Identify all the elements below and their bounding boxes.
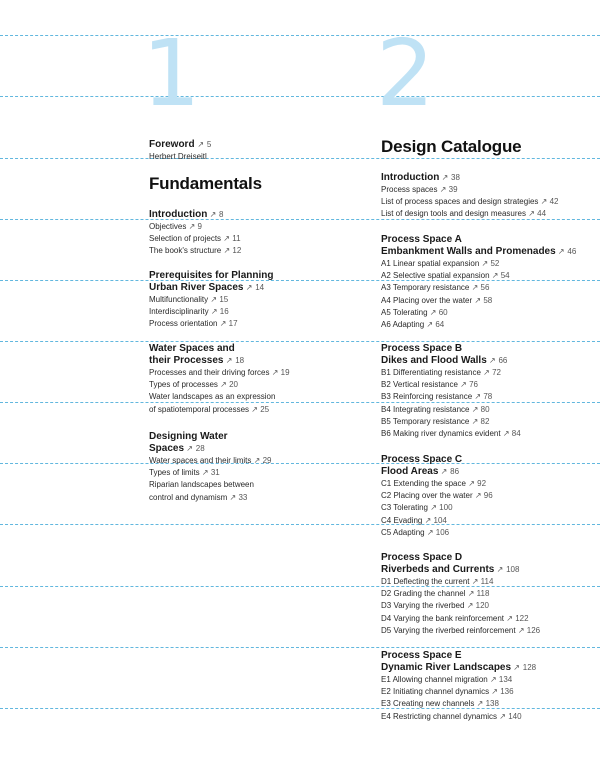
- arrow-icon: ↗: [429, 307, 437, 317]
- page-number: 138: [485, 699, 499, 709]
- toc-item-text: Water spaces and their limits: [149, 456, 252, 465]
- page-number: 122: [515, 613, 529, 623]
- toc-item[interactable]: [149, 404, 349, 416]
- toc-item-text: C5 Adapting: [381, 527, 425, 537]
- toc-item-text: A2 Selective spatial expansion: [381, 271, 490, 281]
- toc-item-text: Selection of projects: [149, 234, 222, 244]
- arrow-icon: ↗: [502, 429, 510, 439]
- section-title[interactable]: [381, 466, 596, 478]
- arrow-icon: ↗: [229, 492, 237, 502]
- guide-line: [0, 158, 600, 159]
- toc-item-text: Water landscapes as an expression: [149, 392, 276, 402]
- toc-item[interactable]: [381, 379, 596, 391]
- section-title-text: Flood Areas: [381, 466, 439, 477]
- page-number: 136: [500, 687, 514, 697]
- toc-item-text: C3 Tolerating: [381, 503, 428, 513]
- toc-item-text: D4 Varying the bank reinforcement: [381, 613, 505, 623]
- toc-item-text: A3 Temporary resistance: [381, 283, 470, 293]
- toc-item-text: B1 Differentiating resistance: [381, 368, 481, 377]
- arrow-icon: ↗: [506, 613, 513, 623]
- toc-item[interactable]: [149, 294, 349, 306]
- section-title[interactable]: [149, 282, 349, 294]
- toc-item[interactable]: [381, 428, 596, 440]
- arrow-icon: ↗: [223, 246, 231, 256]
- arrow-icon: ↗: [540, 197, 548, 207]
- arrow-icon: ↗: [489, 675, 497, 684]
- arrow-icon: ↗: [489, 356, 496, 365]
- section-title-text: Water Spaces and: [149, 343, 235, 354]
- toc-item[interactable]: [381, 698, 596, 710]
- section-title-text: Process Space A: [381, 234, 462, 245]
- toc-item-text: Multifunctionality: [149, 295, 209, 304]
- section-title-text: Urban River Spaces: [149, 282, 244, 293]
- arrow-icon: ↗: [210, 295, 218, 304]
- toc-item-text: A1 Linear spatial expansion: [381, 259, 480, 268]
- toc-item[interactable]: [381, 307, 596, 319]
- section-title-text: Dynamic River Landscapes: [381, 662, 512, 673]
- page-number: 104: [433, 515, 447, 525]
- toc-item[interactable]: [381, 502, 596, 514]
- section-title[interactable]: [149, 209, 349, 221]
- toc-item-text: Types of limits: [149, 468, 200, 478]
- arrow-icon: ↗: [460, 380, 467, 390]
- toc-item[interactable]: [149, 479, 349, 491]
- arrow-icon: ↗: [499, 711, 506, 721]
- page-number: 106: [435, 527, 450, 537]
- toc-item-text: C2 Placing over the water: [381, 491, 473, 501]
- toc-item-text: B3 Reinforcing resistance: [381, 392, 473, 402]
- toc-item-text: List of process spaces and design strategies: [381, 197, 539, 207]
- toc-item[interactable]: [149, 379, 349, 391]
- toc-item-text: D5 Varying the riverbed reinforcement: [381, 625, 516, 635]
- toc-item-text: D2 Grading the channel: [381, 589, 466, 599]
- page-number: 15: [219, 295, 229, 304]
- arrow-icon: ↗: [513, 663, 520, 672]
- arrow-icon: ↗: [251, 404, 258, 414]
- page-number: 80: [480, 404, 490, 414]
- page-number: 46: [567, 247, 577, 256]
- toc-item[interactable]: [381, 258, 596, 270]
- toc-item-text: A4 Placing over the water: [381, 295, 473, 305]
- arrow-icon: ↗: [481, 259, 489, 268]
- toc-item-text: Process orientation: [149, 319, 218, 329]
- section-title-text: Riverbeds and Currents: [381, 564, 495, 575]
- arrow-icon: ↗: [271, 368, 279, 377]
- section-title-text: their Processes: [149, 355, 224, 366]
- page-number: 56: [480, 283, 490, 293]
- toc-item-text: List of design tools and design measures: [381, 209, 526, 219]
- page-number: 33: [238, 492, 248, 502]
- arrow-icon: ↗: [474, 491, 482, 501]
- toc-item-text: Types of processes: [149, 380, 218, 390]
- page-number: 96: [483, 491, 493, 501]
- section-title[interactable]: [381, 650, 596, 662]
- page-number: 16: [219, 307, 229, 317]
- toc-item-text: B4 Integrating resistance: [381, 404, 470, 414]
- arrow-icon: ↗: [471, 283, 479, 293]
- guide-line: [0, 35, 600, 36]
- toc-item-text: Objectives: [149, 222, 187, 231]
- section-title-text: Dikes and Flood Walls: [381, 355, 487, 366]
- section-title-text: Process Space E: [381, 650, 462, 661]
- page-number: 14: [255, 283, 265, 292]
- page-number: 38: [451, 173, 460, 182]
- arrow-icon: ↗: [496, 565, 504, 574]
- toc-item-text: D1 Deflecting the current: [381, 577, 470, 586]
- arrow-icon: ↗: [441, 173, 449, 182]
- toc-item[interactable]: [149, 233, 349, 245]
- section-title-text: Process Space D: [381, 552, 463, 563]
- section-title-text: Introduction: [149, 209, 208, 220]
- page-number: 92: [477, 479, 487, 488]
- toc-item-text: of spatiotemporal processes: [149, 404, 250, 414]
- section-title[interactable]: [381, 172, 596, 184]
- arrow-icon: ↗: [424, 515, 432, 525]
- toc-item-text: E1 Allowing channel migration: [381, 675, 488, 684]
- arrow-icon: ↗: [219, 319, 227, 329]
- section-title[interactable]: [381, 552, 596, 564]
- page-number: 44: [537, 209, 547, 219]
- part-number-1: 1: [142, 20, 201, 127]
- arrow-icon: ↗: [426, 527, 434, 537]
- page-number: 58: [483, 295, 493, 305]
- arrow-icon: ↗: [197, 140, 205, 149]
- guide-line: [0, 96, 600, 97]
- page-number: 29: [262, 456, 272, 465]
- toc-item-text: E4 Restricting channel dynamics: [381, 711, 498, 721]
- toc-item[interactable]: [149, 306, 349, 318]
- page-number: 19: [280, 368, 290, 377]
- toc-item[interactable]: [381, 576, 596, 588]
- part-number-2: 2: [376, 20, 435, 127]
- toc-item[interactable]: [381, 613, 596, 625]
- toc-item-text: Interdisciplinarity: [149, 307, 209, 317]
- toc-item[interactable]: [381, 600, 596, 612]
- page-number: 54: [500, 271, 510, 281]
- arrow-icon: ↗: [557, 247, 565, 256]
- arrow-icon: ↗: [220, 380, 227, 390]
- section-title-text: Introduction: [381, 172, 440, 183]
- arrow-icon: ↗: [188, 222, 196, 231]
- section-title[interactable]: [381, 246, 596, 258]
- section-title[interactable]: [149, 431, 349, 443]
- arrow-icon: ↗: [201, 468, 209, 478]
- section-title-text: Embankment Walls and Promenades: [381, 246, 556, 257]
- arrow-icon: ↗: [528, 209, 535, 219]
- page-number: 17: [228, 319, 238, 329]
- page-number: 76: [469, 380, 479, 390]
- section-title-text: Designing Water: [149, 431, 228, 442]
- foreword-entry[interactable]: [149, 139, 211, 163]
- toc-item[interactable]: [381, 367, 596, 379]
- arrow-icon: ↗: [223, 234, 230, 244]
- toc-section: [149, 343, 349, 416]
- page-number: 20: [229, 380, 238, 390]
- toc-item[interactable]: [381, 270, 596, 282]
- toc-item[interactable]: [381, 686, 596, 698]
- toc-item[interactable]: [149, 245, 349, 257]
- arrow-icon: ↗: [466, 601, 474, 611]
- page-number: 25: [260, 404, 270, 414]
- page-number: 114: [480, 577, 494, 586]
- arrow-icon: ↗: [471, 416, 479, 426]
- toc-item-text: C1 Extending the space: [381, 479, 466, 488]
- arrow-icon: ↗: [517, 625, 525, 635]
- page-number: 28: [195, 444, 205, 453]
- toc-item[interactable]: [149, 455, 349, 467]
- page-number: 82: [480, 416, 490, 426]
- arrow-icon: ↗: [210, 307, 218, 317]
- toc-item-text: Processes and their driving forces: [149, 368, 270, 377]
- page-number: 134: [498, 675, 513, 684]
- toc-item[interactable]: [149, 492, 349, 504]
- toc-item[interactable]: [149, 367, 349, 379]
- page-number: 100: [439, 503, 453, 513]
- toc-item[interactable]: [381, 625, 596, 637]
- arrow-icon: ↗: [476, 699, 484, 709]
- page-number: 128: [522, 663, 537, 672]
- toc-section: [381, 650, 596, 723]
- toc-item[interactable]: [381, 391, 596, 403]
- toc-item[interactable]: [381, 515, 596, 527]
- guide-line: [0, 341, 600, 342]
- toc-item-text: E2 Initiating channel dynamics: [381, 687, 490, 697]
- toc-item-text: Riparian landscapes between: [149, 480, 254, 490]
- toc-item-text: control and dynamism: [149, 492, 228, 502]
- section-title-text: Spaces: [149, 443, 185, 454]
- page-number: 140: [508, 711, 522, 721]
- toc-item[interactable]: [149, 391, 349, 403]
- arrow-icon: ↗: [471, 577, 479, 586]
- toc-item[interactable]: [381, 490, 596, 502]
- page-number: 66: [498, 356, 508, 365]
- toc-item[interactable]: [381, 674, 596, 686]
- toc-section: [381, 172, 596, 221]
- page-number: 5: [206, 140, 212, 149]
- arrow-icon: ↗: [430, 503, 437, 513]
- toc-item-text: The book's structure: [149, 246, 222, 256]
- page-number: 52: [490, 259, 500, 268]
- section-title[interactable]: [381, 343, 596, 355]
- section-title-text: Prerequisites for Planning: [149, 270, 274, 281]
- page-number: 31: [210, 468, 220, 478]
- toc-item-text: B6 Making river dynamics evident: [381, 429, 501, 439]
- arrow-icon: ↗: [186, 444, 193, 453]
- toc-item[interactable]: [149, 318, 349, 330]
- toc-item[interactable]: [381, 588, 596, 600]
- toc-item-text: B2 Vertical resistance: [381, 380, 458, 390]
- page-number: 108: [506, 565, 520, 574]
- arrow-icon: ↗: [471, 404, 479, 414]
- toc-item[interactable]: [381, 319, 596, 331]
- section-title[interactable]: [381, 454, 596, 466]
- arrow-icon: ↗: [440, 467, 448, 476]
- page-number: 42: [549, 197, 559, 207]
- toc-item[interactable]: [381, 527, 596, 539]
- page-number: 39: [448, 185, 458, 194]
- toc-item[interactable]: [381, 404, 596, 416]
- toc-item-text: B5 Temporary resistance: [381, 416, 470, 426]
- foreword-author: Herbert Dreiseitl: [149, 152, 207, 161]
- arrow-icon: ↗: [474, 295, 482, 305]
- arrow-icon: ↗: [439, 185, 447, 194]
- toc-item-text: E3 Creating new channels: [381, 699, 475, 709]
- arrow-icon: ↗: [474, 392, 482, 402]
- arrow-icon: ↗: [467, 589, 475, 599]
- page-number: 118: [476, 589, 490, 599]
- toc-item[interactable]: [381, 282, 596, 294]
- page-number: 120: [475, 601, 489, 611]
- section-title[interactable]: [381, 564, 596, 576]
- part-title-fundamentals: Fundamentals: [149, 174, 262, 193]
- section-title[interactable]: [149, 270, 349, 282]
- toc-section: [381, 234, 596, 331]
- arrow-icon: ↗: [491, 687, 498, 697]
- arrow-icon: ↗: [426, 320, 434, 330]
- part-title-design-catalogue: Design Catalogue: [381, 137, 522, 156]
- toc-item-text: D3 Varying the riverbed: [381, 601, 465, 611]
- section-title[interactable]: [381, 234, 596, 246]
- arrow-icon: ↗: [468, 479, 475, 488]
- toc-item[interactable]: [381, 196, 596, 208]
- page-number: 18: [235, 356, 245, 365]
- toc-item-text: Process spaces: [381, 185, 438, 194]
- page-number: 8: [219, 210, 224, 219]
- guide-line: [0, 647, 600, 648]
- section-title-text: Process Space B: [381, 343, 463, 354]
- toc-item[interactable]: [149, 467, 349, 479]
- toc-item[interactable]: [381, 478, 596, 490]
- section-title-text: Process Space C: [381, 454, 463, 465]
- page-number: 78: [483, 392, 493, 402]
- page-number: 86: [450, 467, 460, 476]
- page-number: 126: [526, 625, 541, 635]
- arrow-icon: ↗: [483, 368, 490, 377]
- foreword-title: Foreword: [149, 139, 195, 150]
- toc-item[interactable]: [381, 184, 596, 196]
- toc-item-text: A5 Tolerating: [381, 307, 428, 317]
- toc-section: [149, 270, 349, 331]
- arrow-icon: ↗: [225, 356, 233, 365]
- page-number: 64: [435, 320, 445, 330]
- toc-section: [149, 431, 349, 504]
- toc-item[interactable]: [149, 221, 349, 233]
- toc-item[interactable]: [381, 711, 596, 723]
- toc-item-text: C4 Evading: [381, 515, 423, 525]
- arrow-icon: ↗: [209, 210, 217, 219]
- arrow-icon: ↗: [253, 456, 261, 465]
- arrow-icon: ↗: [245, 283, 253, 292]
- toc-item-text: A6 Adapting: [381, 320, 425, 330]
- page-number: 11: [232, 234, 241, 244]
- page-number: 12: [232, 246, 242, 256]
- section-title[interactable]: [149, 443, 349, 455]
- toc-section: [381, 552, 596, 637]
- section-title[interactable]: [149, 355, 349, 367]
- arrow-icon: ↗: [491, 271, 499, 281]
- section-title[interactable]: [381, 662, 596, 674]
- toc-item[interactable]: [381, 208, 596, 220]
- section-title[interactable]: [381, 355, 596, 367]
- toc-item[interactable]: [381, 416, 596, 428]
- page-number: 9: [197, 222, 202, 231]
- toc-section: [381, 454, 596, 539]
- page-number: 84: [511, 429, 521, 439]
- toc-item[interactable]: [381, 295, 596, 307]
- page-number: 60: [438, 307, 448, 317]
- toc-section: [149, 209, 349, 258]
- toc-section: [381, 343, 596, 440]
- section-title[interactable]: [149, 343, 349, 355]
- page-number: 72: [492, 368, 501, 377]
